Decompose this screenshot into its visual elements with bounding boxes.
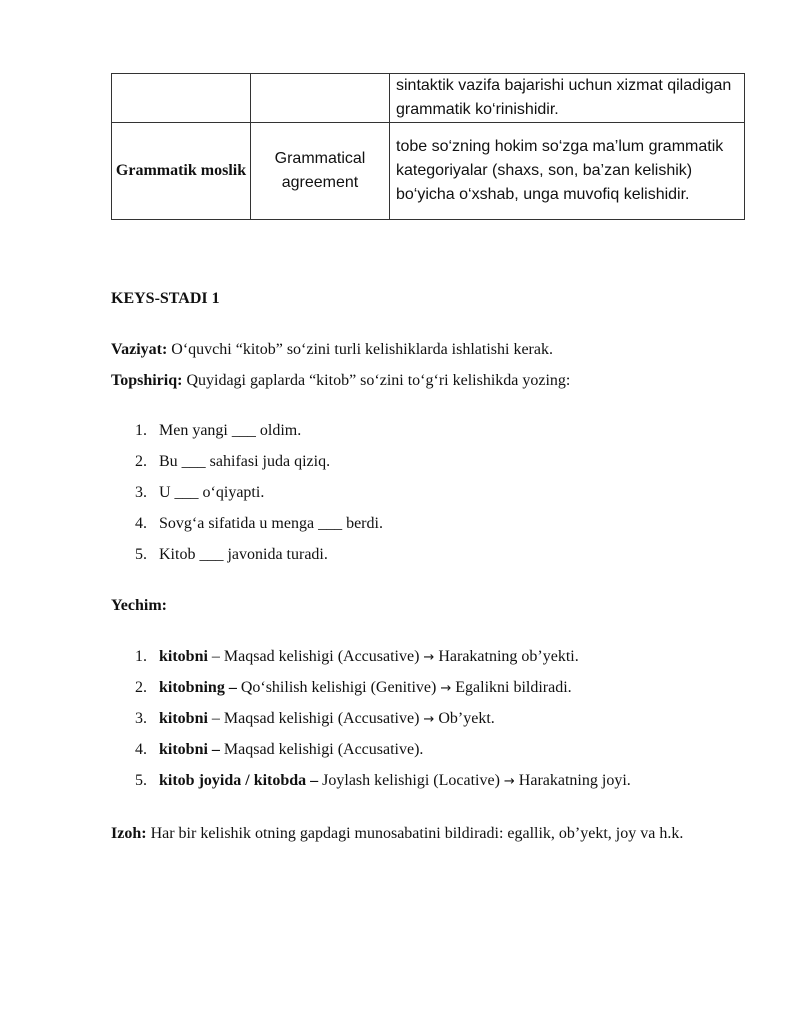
solution-list-container xyxy=(111,641,751,796)
case-study-title: KEYS-STADI 1 xyxy=(111,290,220,307)
term-english-cell: Grammatical agreement xyxy=(251,123,390,220)
situation-label: Vaziyat: xyxy=(111,341,168,358)
exercise-text: U ___ o‘qiyapti. xyxy=(159,484,265,501)
note-text: Har bir kelishik otning gapdagi munosabatini bildiradi: egallik, ob’yekt, joy va h.k. xyxy=(146,825,684,842)
answer-word: kitobning – xyxy=(159,679,237,696)
exercise-list-container xyxy=(111,415,751,570)
case-description: Qo‘shilish kelishigi (Genitive) xyxy=(236,679,441,696)
arrow-icon: → xyxy=(440,681,452,696)
note-label: Izoh: xyxy=(111,825,147,842)
list-item: 4. Sovg‘a sifatida u menga ___ berdi. xyxy=(135,515,383,532)
exercise-text: Kitob ___ javonida turadi. xyxy=(159,546,328,563)
term-uzbek-cell xyxy=(112,74,251,123)
case-explanation: Egalikni bildiradi. xyxy=(451,679,572,696)
list-item: 4. kitobni – Maqsad kelishigi (Accusative). xyxy=(135,741,424,758)
answer-word: kitobni xyxy=(159,710,208,727)
case-explanation: Ob’yekt. xyxy=(434,710,495,727)
arrow-icon: → xyxy=(423,712,435,727)
task-label: Topshiriq: xyxy=(111,372,183,389)
list-item: 5. kitob joyida / kitobda – Joylash kelishigi (Locative) → Harakatning joyi. xyxy=(135,772,631,789)
note-paragraph xyxy=(111,818,745,850)
exercise-list xyxy=(111,415,751,570)
answer-word: kitobni xyxy=(159,648,208,665)
table-row xyxy=(112,123,745,220)
list-item: 3. U ___ o‘qiyapti. xyxy=(135,484,265,501)
case-description: Joylash kelishigi (Locative) xyxy=(318,772,504,789)
answer-word: kitob joyida / kitobda – xyxy=(159,772,319,789)
list-item: 1. Men yangi ___ oldim. xyxy=(135,422,302,439)
case-description: – Maqsad kelishigi (Accusative) xyxy=(207,648,424,665)
task-paragraph xyxy=(111,369,751,393)
solution-label: Yechim: xyxy=(111,597,167,614)
list-item: 2. Bu ___ sahifasi juda qiziq. xyxy=(135,453,331,470)
list-item: 2. kitobning – Qo‘shilish kelishigi (Genitive) → Egalikni bildiradi. xyxy=(135,679,572,696)
definition-cell: sintaktik vazifa bajarishi uchun xizmat qiladigan grammatik ko‘rinishidir. xyxy=(390,74,745,123)
case-description: Maqsad kelishigi (Accusative). xyxy=(219,741,424,758)
exercise-text: Bu ___ sahifasi juda qiziq. xyxy=(159,453,331,470)
case-explanation: Harakatning ob’yekti. xyxy=(434,648,579,665)
arrow-icon: → xyxy=(503,774,515,789)
task-text: Quyidagi gaplarda “kitob” so‘zini to‘g‘ri kelishikda yozing: xyxy=(182,372,571,389)
arrow-icon: → xyxy=(423,650,435,665)
definition-cell: tobe so‘zning hokim so‘zga ma’lum grammatik kategoriyalar (shaxs, son, ba’zan kelishik) bo‘yicha o‘xshab, unga muvofiq kelishidir. xyxy=(390,123,745,220)
list-item: 3. kitobni – Maqsad kelishigi (Accusative) → Ob’yekt. xyxy=(135,710,495,727)
term-uzbek-cell: Grammatik moslik xyxy=(112,123,251,220)
exercise-text: Men yangi ___ oldim. xyxy=(159,422,302,439)
exercise-text: Sovg‘a sifatida u menga ___ berdi. xyxy=(159,515,383,532)
case-description: – Maqsad kelishigi (Accusative) xyxy=(207,710,424,727)
glossary-table xyxy=(111,73,745,220)
answer-word: kitobni – xyxy=(159,741,220,758)
solution-list xyxy=(111,641,751,796)
list-item: 5. Kitob ___ javonida turadi. xyxy=(135,546,328,563)
table-row xyxy=(112,74,745,123)
case-explanation: Harakatning joyi. xyxy=(514,772,631,789)
list-item: 1. kitobni – Maqsad kelishigi (Accusative) → Harakatning ob’yekti. xyxy=(135,648,579,665)
situation-paragraph xyxy=(111,338,751,362)
term-english-cell xyxy=(251,74,390,123)
situation-text: O‘quvchi “kitob” so‘zini turli kelishiklarda ishlatishi kerak. xyxy=(167,341,553,358)
